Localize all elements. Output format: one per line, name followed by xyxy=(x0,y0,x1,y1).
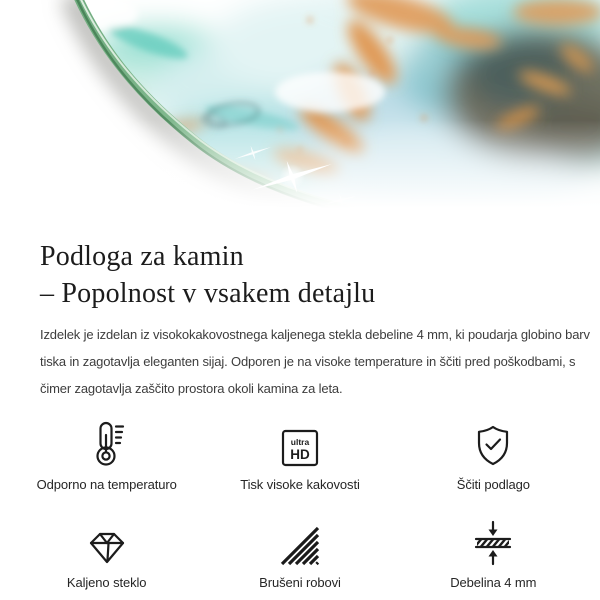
thickness-icon xyxy=(471,520,515,566)
svg-text:HD: HD xyxy=(290,447,310,462)
feature-item-temperature xyxy=(10,418,203,492)
shield-check-icon xyxy=(473,424,513,468)
glass-panel-art xyxy=(0,0,600,230)
feature-item-tempered-glass xyxy=(10,516,203,590)
ultra-hd-icon xyxy=(280,428,320,468)
feature-item-protection xyxy=(397,418,590,492)
feature-grid xyxy=(10,418,590,590)
diamond-icon xyxy=(85,526,129,566)
feature-label: Odporno na temperaturo xyxy=(36,477,177,492)
feature-label: Debelina 4 mm xyxy=(450,575,537,590)
feature-item-print-quality xyxy=(203,418,396,492)
page-title-line1: Podloga za kamin xyxy=(40,241,244,272)
page-title-line2: – Popolnost v vsakem detajlu xyxy=(40,278,376,309)
page-title xyxy=(40,238,560,312)
product-content xyxy=(0,238,600,590)
product-description: Izdelek je izdelan iz visokokakovostnega kaljenega stekla debeline 4 mm, ki poudarja globino barv tiska in zagotavlja eleganten sijaj. Odporen je na visoke temperature in ščiti pred poškodbami, s čimer zagotavlja zaščito prostora okoli kamina za leta. xyxy=(40,327,590,396)
thermometer-icon xyxy=(86,420,128,468)
feature-item-polished-edges xyxy=(203,516,396,590)
feature-label: Ščiti podlago xyxy=(456,477,530,492)
svg-text:ultra: ultra xyxy=(290,437,310,447)
feature-label: Brušeni robovi xyxy=(259,575,341,590)
product-image xyxy=(0,0,600,230)
feature-label: Tisk visoke kakovosti xyxy=(240,477,360,492)
feature-label: Kaljeno steklo xyxy=(66,575,147,590)
beveled-edges-icon xyxy=(278,526,322,566)
feature-item-thickness xyxy=(397,516,590,590)
